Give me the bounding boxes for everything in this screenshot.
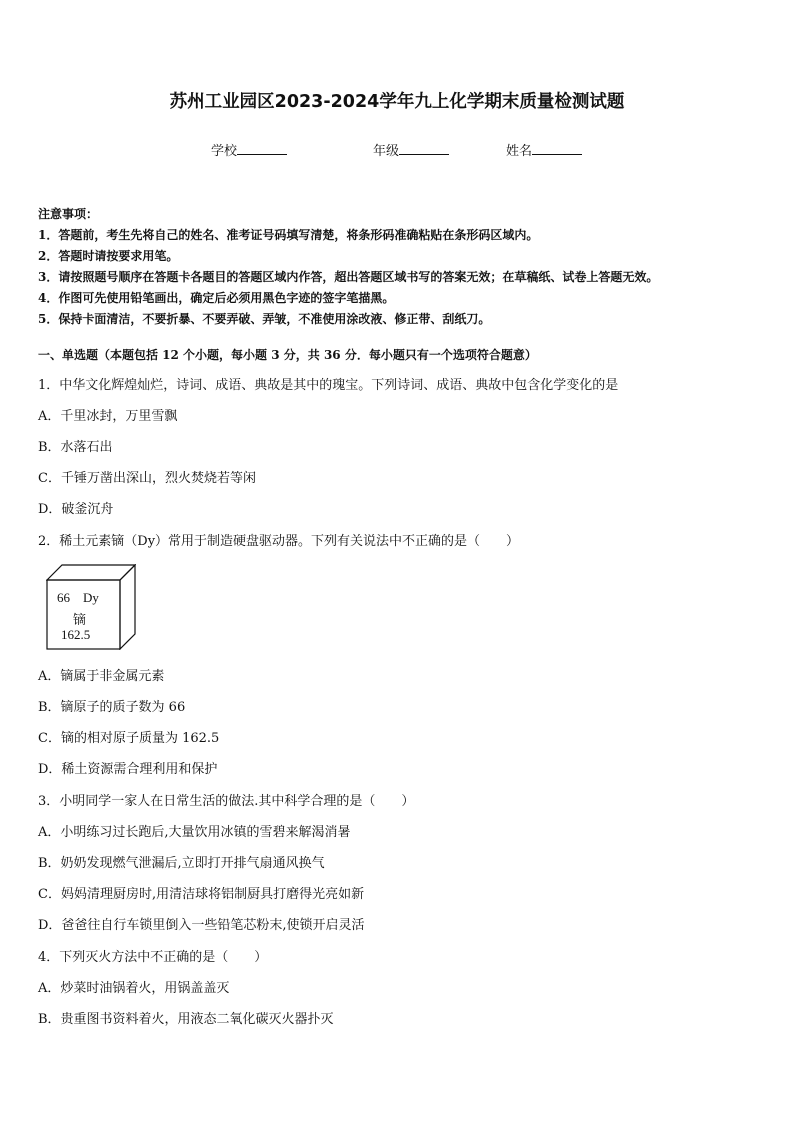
option-d: D．爸爸往自行车锁里倒入一些铅笔芯粉末,使锁开启灵活 <box>38 918 365 933</box>
atomic-number: 66 <box>57 590 70 605</box>
element-symbol: Dy <box>83 590 99 605</box>
notes-block <box>38 204 658 330</box>
option-c: C．镝的相对原子质量为 162.5 <box>38 731 220 746</box>
atomic-mass: 162.5 <box>61 627 91 642</box>
option-a: A．炒菜时油锅着火，用锅盖盖灭 <box>38 981 230 996</box>
grade-blank <box>399 140 449 155</box>
option-b: B．镝原子的质子数为 66 <box>38 700 186 715</box>
option-c: C．妈妈清理厨房时,用清洁球将铝制厨具打磨得光亮如新 <box>38 887 365 902</box>
option-a: A．镝属于非金属元素 <box>38 669 165 684</box>
school-blank <box>237 140 287 155</box>
element-cube-frame <box>46 564 136 650</box>
option-a: A．千里冰封，万里雪飘 <box>38 409 178 424</box>
note-item: 4．作图可先使用铅笔画出，确定后必须用黑色字迹的签字笔描黑。 <box>38 291 395 305</box>
question-stem: 3．小明同学一家人在日常生活的做法.其中科学合理的是（ ） <box>38 794 415 809</box>
note-item: 3．请按照题号顺序在答题卡各题目的答题区域内作答，超出答题区域书写的答案无效；在草稿纸、试卷上答题无效。 <box>38 270 659 284</box>
option-b: B．奶奶发现燃气泄漏后,立即打开排气扇通风换气 <box>38 856 325 871</box>
question-stem: 1．中华文化辉煌灿烂，诗词、成语、典故是其中的瑰宝。下列诗词、成语、典故中包含化学变化的是 <box>38 378 619 393</box>
element-name: 镝 <box>73 612 87 627</box>
option-b: B．贵重图书资料着火，用液态二氧化碳灭火器扑灭 <box>38 1012 334 1027</box>
option-d: D．破釜沉舟 <box>38 502 114 517</box>
exam-title: 苏州工业园区2023-2024学年九上化学期末质量检测试题 <box>169 92 625 112</box>
school-label: 学校 <box>211 144 238 159</box>
question-stem: 4．下列灭火方法中不正确的是（ ） <box>38 950 268 965</box>
question-stem: 2．稀土元素镝（Dy）常用于制造硬盘驱动器。下列有关说法中不正确的是（ ） <box>38 534 520 549</box>
note-item: 5．保持卡面清洁，不要折暴、不要弄破、弄皱，不准使用涂改液、修正带、刮纸刀。 <box>38 312 491 326</box>
note-item: 2．答题时请按要求用笔。 <box>38 249 179 263</box>
element-card-dysprosium <box>46 564 136 650</box>
name-field <box>506 140 582 159</box>
note-item: 1．答题前，考生先将自己的姓名、准考证号码填写清楚，将条形码准确粘贴在条形码区域内。 <box>38 228 539 242</box>
option-b: B．水落石出 <box>38 440 113 455</box>
option-c: C．千锤万凿出深山，烈火焚烧若等闲 <box>38 471 256 486</box>
grade-field <box>373 140 449 159</box>
school-field <box>211 140 287 159</box>
notes-heading: 注意事项： <box>38 207 99 221</box>
name-blank <box>532 140 582 155</box>
option-d: D．稀土资源需合理利用和保护 <box>38 762 218 777</box>
section-title: 一、单选题（本题包括 12 个小题，每小题 3 分，共 36 分．每小题只有一个选项符合题意） <box>38 348 537 362</box>
grade-label: 年级 <box>373 144 400 159</box>
name-label: 姓名 <box>506 144 533 159</box>
option-a: A．小明练习过长跑后,大量饮用冰镇的雪碧来解渴消暑 <box>38 825 351 840</box>
